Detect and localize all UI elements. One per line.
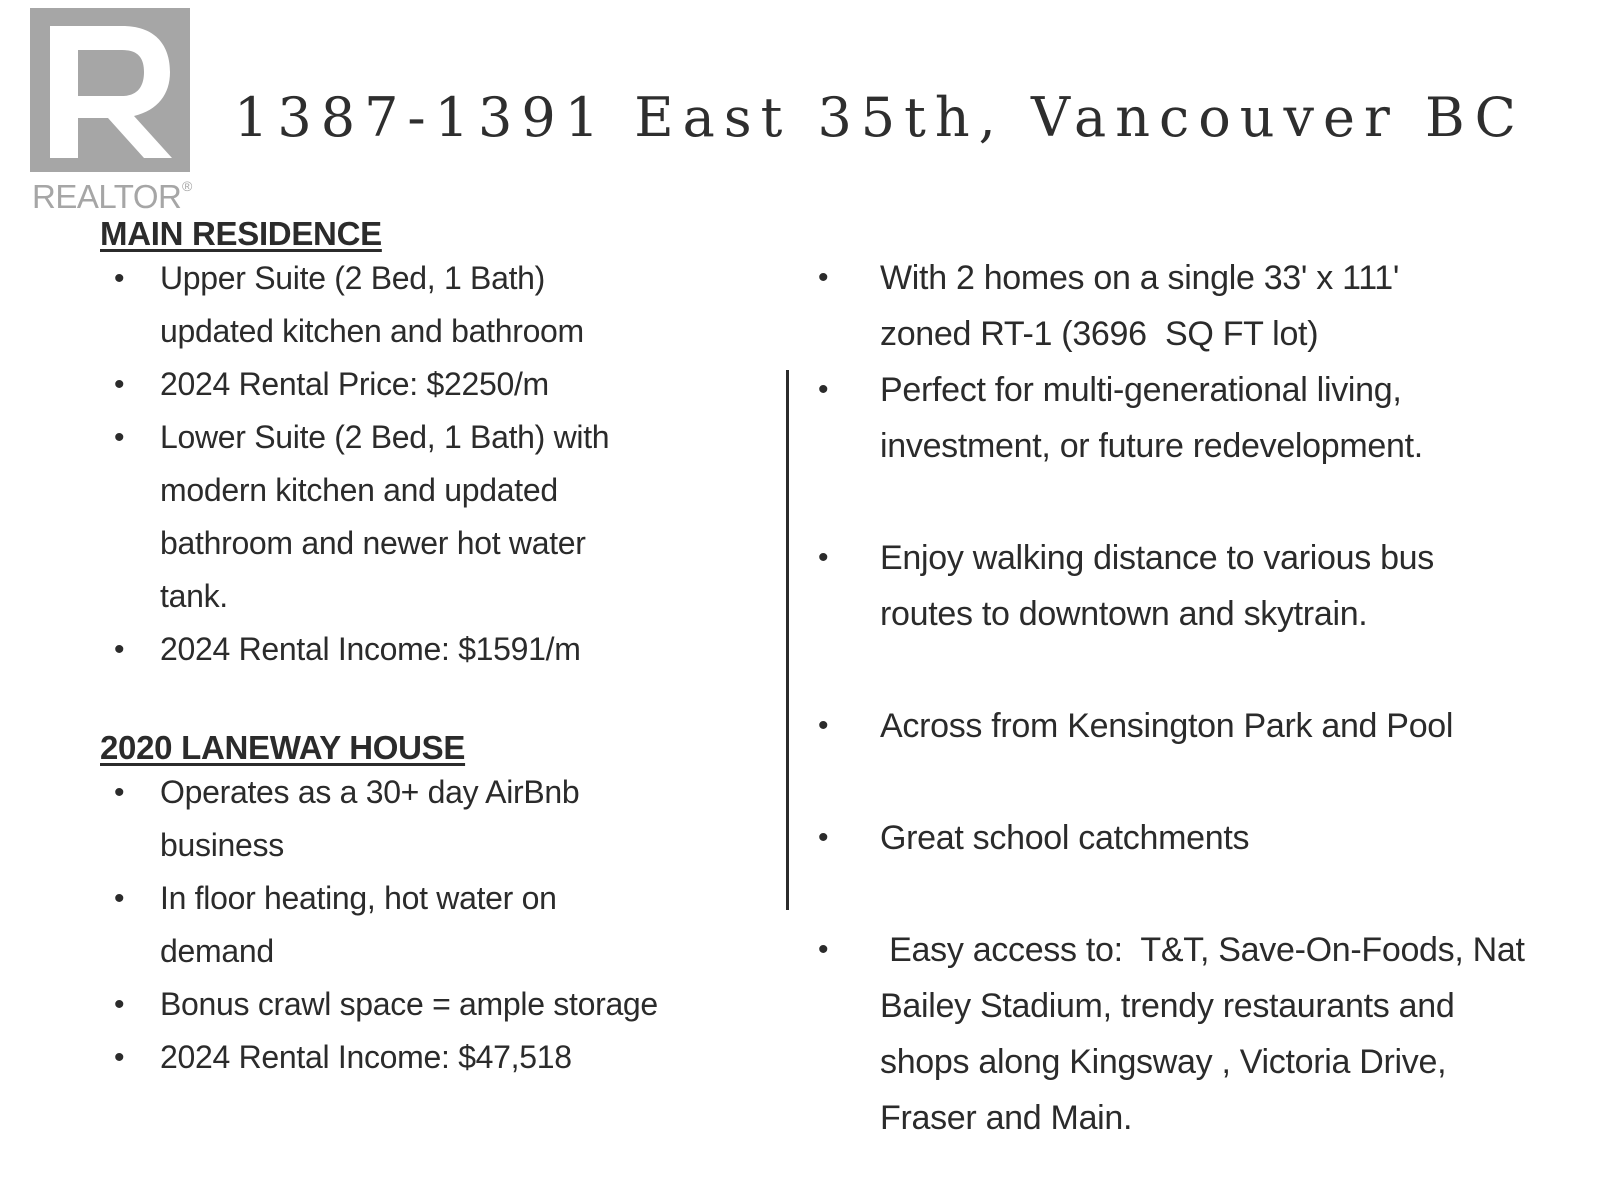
bullet-icon: • xyxy=(114,368,125,401)
list-item xyxy=(818,362,1578,474)
bullet-icon: • xyxy=(114,776,125,809)
list-item-text: Upper Suite (2 Bed, 1 Bath) updated kitchen and bathroom xyxy=(160,260,584,349)
list-item xyxy=(100,978,740,1031)
bullet-icon: • xyxy=(114,633,125,666)
registered-mark: ® xyxy=(182,178,193,194)
list-item-text: 2024 Rental Price: $2250/m xyxy=(160,366,549,402)
list-item-text: Lower Suite (2 Bed, 1 Bath) with modern kitchen and updated bathroom and newer hot water tank. xyxy=(160,419,610,614)
realtor-logo xyxy=(30,8,210,218)
list-item-text: Bonus crawl space = ample storage xyxy=(160,986,658,1022)
bullet-icon: • xyxy=(114,1041,125,1074)
bullet-icon: • xyxy=(818,821,829,854)
list-item-text: 2024 Rental Income: $47,518 xyxy=(160,1039,572,1075)
list-item-text: Across from Kensington Park and Pool xyxy=(880,707,1454,745)
main-residence-section xyxy=(100,216,740,676)
list-item xyxy=(100,252,740,358)
laneway-house-list xyxy=(100,766,740,1084)
list-item xyxy=(100,766,740,872)
list-item-text: With 2 homes on a single 33' x 111' zoned RT-1 (3696 SQ FT lot) xyxy=(880,259,1409,353)
left-column xyxy=(100,216,740,1084)
list-item-text: Great school catchments xyxy=(880,819,1250,857)
column-divider xyxy=(786,370,789,910)
bullet-icon: • xyxy=(818,261,829,294)
list-item xyxy=(100,1031,740,1084)
realtor-wordmark: REALTOR xyxy=(32,178,182,215)
main-residence-heading: MAIN RESIDENCE xyxy=(100,215,382,252)
list-item-text: 2024 Rental Income: $1591/m xyxy=(160,631,581,667)
bullet-icon: • xyxy=(114,421,125,454)
bullet-icon: • xyxy=(114,262,125,295)
list-item xyxy=(100,411,740,623)
list-item-text: Easy access to: T&T, Save-On-Foods, Nat Bailey Stadium, trendy restaurants and shops along Kingsway , Victoria Drive, Fraser and Main. xyxy=(880,931,1534,1137)
list-item xyxy=(100,623,740,676)
page-title: 1387-1391 East 35th, Vancouver BC xyxy=(234,86,1525,149)
list-item xyxy=(818,530,1578,642)
bullet-icon: • xyxy=(114,988,125,1021)
list-item xyxy=(818,810,1578,866)
bullet-icon: • xyxy=(818,541,829,574)
list-item-text: Perfect for multi-generational living, investment, or future redevelopment. xyxy=(880,371,1423,465)
laneway-house-section xyxy=(100,730,740,1084)
list-item xyxy=(818,922,1578,1146)
list-item xyxy=(818,698,1578,754)
list-item xyxy=(100,872,740,978)
list-item-text: In floor heating, hot water on demand xyxy=(160,880,557,969)
features-list xyxy=(818,250,1578,1146)
bullet-icon: • xyxy=(114,882,125,915)
list-item xyxy=(100,358,740,411)
list-item xyxy=(818,250,1578,362)
list-item-text: Enjoy walking distance to various bus routes to downtown and skytrain. xyxy=(880,539,1434,633)
realtor-r-icon xyxy=(30,8,190,172)
laneway-house-heading: 2020 LANEWAY HOUSE xyxy=(100,729,466,766)
bullet-icon: • xyxy=(818,709,829,742)
bullet-icon: • xyxy=(818,933,829,966)
list-item-text: Operates as a 30+ day AirBnb business xyxy=(160,774,580,863)
right-column xyxy=(818,250,1578,1146)
main-residence-list xyxy=(100,252,740,676)
bullet-icon: • xyxy=(818,373,829,406)
